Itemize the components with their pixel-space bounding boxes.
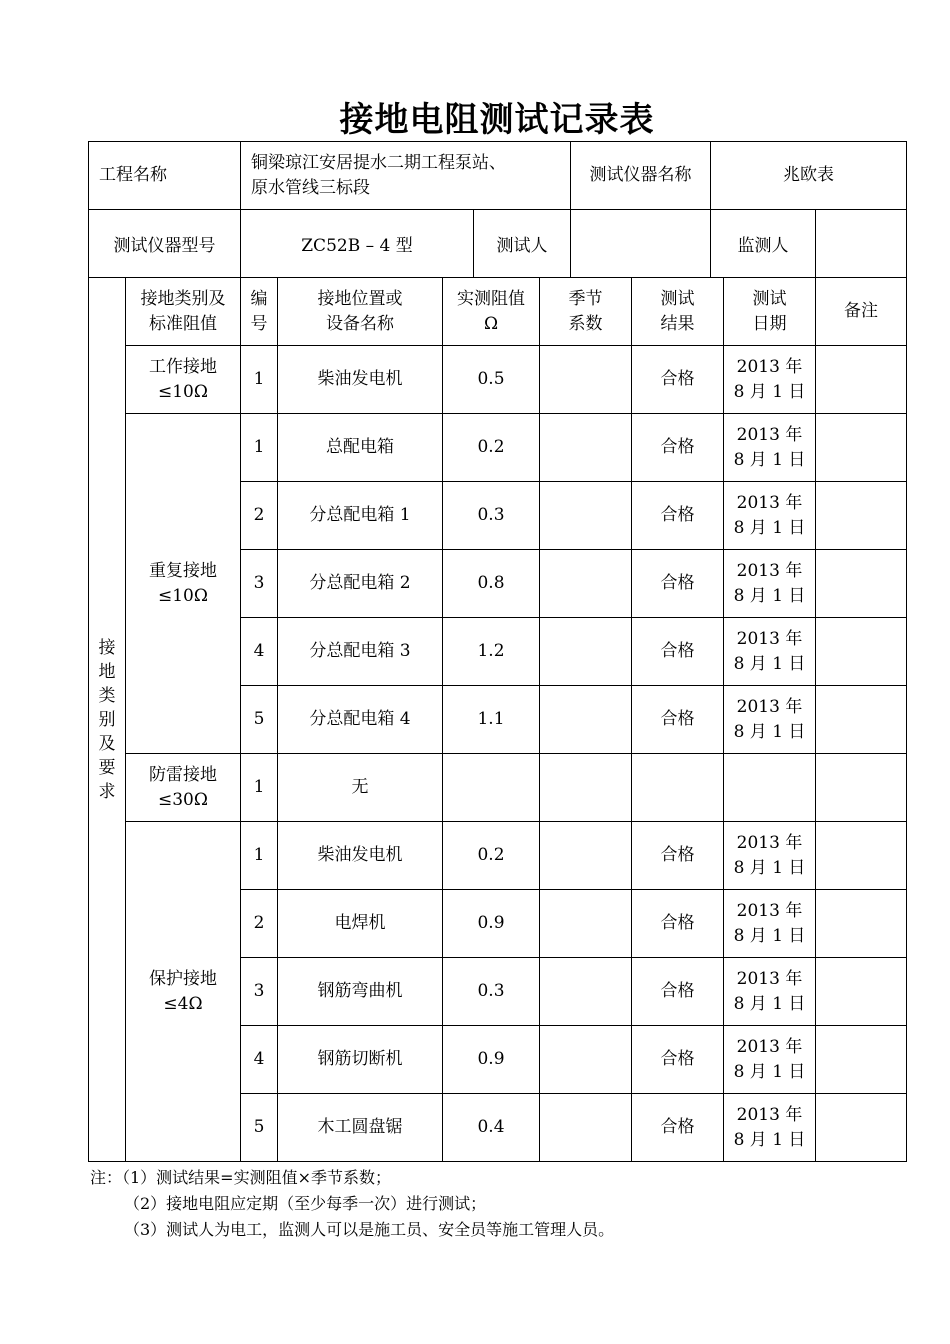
col-header-date <box>724 278 816 346</box>
row-date-line2: 8 月 1 日 <box>733 993 806 1014</box>
supervisor-value <box>816 210 907 278</box>
row-remark <box>816 618 907 686</box>
row-location: 总配电箱 <box>278 414 443 482</box>
col-header-no-line2: 号 <box>250 313 268 334</box>
category-cell <box>126 754 241 822</box>
row-result: 合格 <box>632 958 724 1026</box>
row-result: 合格 <box>632 414 724 482</box>
row-resistance: 0.2 <box>443 822 540 890</box>
row-season <box>540 346 632 414</box>
row-result: 合格 <box>632 618 724 686</box>
row-season <box>540 958 632 1026</box>
row-result: 合格 <box>632 1026 724 1094</box>
note-1: 注：（1）测试结果=实测阻值×季节系数； <box>90 1168 391 1187</box>
col-header-result <box>632 278 724 346</box>
row-remark <box>816 414 907 482</box>
col-header-category-line1: 接地类别及 <box>140 288 226 309</box>
category-limit: ≤30Ω <box>158 789 208 810</box>
row-result: 合格 <box>632 550 724 618</box>
row-date-line1: 2013 年 <box>736 900 803 921</box>
header-table-row1 <box>88 141 907 210</box>
row-no: 5 <box>241 1094 278 1162</box>
col-header-location-line2: 设备名称 <box>326 313 394 334</box>
row-date-line1: 2013 年 <box>736 560 803 581</box>
row-date-line1: 2013 年 <box>736 1104 803 1125</box>
row-remark <box>816 686 907 754</box>
row-date-line2: 8 月 1 日 <box>733 857 806 878</box>
category-name: 保护接地 <box>149 968 217 989</box>
row-resistance: 0.2 <box>443 414 540 482</box>
row-date <box>724 958 816 1026</box>
col-header-category <box>126 278 241 346</box>
row-no: 4 <box>241 1026 278 1094</box>
row-remark <box>816 822 907 890</box>
category-name: 重复接地 <box>149 560 217 581</box>
row-no: 2 <box>241 890 278 958</box>
table-row <box>89 754 907 822</box>
project-value-line2: 原水管线三标段 <box>251 177 370 198</box>
category-limit: ≤4Ω <box>163 993 203 1014</box>
row-no: 4 <box>241 618 278 686</box>
row-date-line2: 8 月 1 日 <box>733 449 806 470</box>
row-date <box>724 890 816 958</box>
row-date-line1: 2013 年 <box>736 424 803 445</box>
row-season <box>540 754 632 822</box>
row-remark <box>816 550 907 618</box>
instrument-name-value: 兆欧表 <box>711 142 907 210</box>
row-resistance: 0.9 <box>443 890 540 958</box>
row-remark <box>816 958 907 1026</box>
row-result: 合格 <box>632 1094 724 1162</box>
row-date-line2: 8 月 1 日 <box>733 1129 806 1150</box>
row-season <box>540 618 632 686</box>
side-label-char: 求 <box>98 781 116 802</box>
row-result: 合格 <box>632 686 724 754</box>
row-date-line1: 2013 年 <box>736 968 803 989</box>
row-date <box>724 1094 816 1162</box>
page-title: 接地电阻测试记录表 <box>339 100 655 140</box>
row-result: 合格 <box>632 822 724 890</box>
row-no: 1 <box>241 754 278 822</box>
row-date <box>724 686 816 754</box>
instrument-name-label: 测试仪器名称 <box>571 142 711 210</box>
grounding-test-table <box>88 277 907 1162</box>
table-row <box>89 414 907 482</box>
row-location: 分总配电箱 3 <box>278 618 443 686</box>
col-header-no <box>241 278 278 346</box>
row-resistance: 1.2 <box>443 618 540 686</box>
row-no: 1 <box>241 822 278 890</box>
category-cell <box>126 346 241 414</box>
row-no: 3 <box>241 550 278 618</box>
row-date <box>724 414 816 482</box>
category-cell <box>126 822 241 1162</box>
row-date <box>724 754 816 822</box>
row-location: 钢筋切断机 <box>278 1026 443 1094</box>
row-season <box>540 482 632 550</box>
side-label-char: 地 <box>98 661 116 682</box>
row-no: 2 <box>241 482 278 550</box>
col-header-resistance <box>443 278 540 346</box>
tester-value <box>571 210 711 278</box>
instrument-model-value: ZC52B – 4 型 <box>241 210 474 278</box>
row-season <box>540 1026 632 1094</box>
col-header-resistance-line2: Ω <box>483 313 499 334</box>
col-header-season-line2: 系数 <box>568 313 603 334</box>
col-header-resistance-line1: 实测阻值 <box>457 288 525 309</box>
row-location: 无 <box>278 754 443 822</box>
row-season <box>540 822 632 890</box>
row-date <box>724 618 816 686</box>
notes <box>90 1165 614 1243</box>
row-result: 合格 <box>632 482 724 550</box>
row-date-line1: 2013 年 <box>736 696 803 717</box>
row-remark <box>816 346 907 414</box>
row-date-line2: 8 月 1 日 <box>733 585 806 606</box>
col-header-location <box>278 278 443 346</box>
row-season <box>540 686 632 754</box>
row-date-line2: 8 月 1 日 <box>733 1061 806 1082</box>
row-season <box>540 414 632 482</box>
supervisor-label: 监测人 <box>711 210 816 278</box>
row-no: 1 <box>241 346 278 414</box>
category-cell <box>126 414 241 754</box>
project-label: 工程名称 <box>89 142 241 210</box>
row-resistance: 0.3 <box>443 482 540 550</box>
row-location: 木工圆盘锯 <box>278 1094 443 1162</box>
row-location: 分总配电箱 1 <box>278 482 443 550</box>
row-resistance: 0.3 <box>443 958 540 1026</box>
row-result: 合格 <box>632 346 724 414</box>
row-location: 电焊机 <box>278 890 443 958</box>
row-resistance: 0.5 <box>443 346 540 414</box>
col-header-result-line2: 结果 <box>660 313 695 334</box>
row-date-line2: 8 月 1 日 <box>733 653 806 674</box>
category-limit: ≤10Ω <box>158 381 208 402</box>
row-date-line1: 2013 年 <box>736 832 803 853</box>
col-header-location-line1: 接地位置或 <box>317 288 403 309</box>
side-label-char: 接 <box>98 637 116 658</box>
row-no: 1 <box>241 414 278 482</box>
category-name: 工作接地 <box>149 356 217 377</box>
row-season <box>540 550 632 618</box>
row-date-line2: 8 月 1 日 <box>733 721 806 742</box>
row-date-line2: 8 月 1 日 <box>733 517 806 538</box>
row-no: 5 <box>241 686 278 754</box>
note-2: （2）接地电阻应定期（至少每季一次）进行测试； <box>124 1194 487 1213</box>
row-season <box>540 1094 632 1162</box>
table-row <box>89 822 907 890</box>
col-header-season <box>540 278 632 346</box>
row-result: 合格 <box>632 890 724 958</box>
row-location: 分总配电箱 2 <box>278 550 443 618</box>
side-label-char: 及 <box>98 733 116 754</box>
table-row <box>89 346 907 414</box>
row-date-line1: 2013 年 <box>736 628 803 649</box>
col-header-category-line2: 标准阻值 <box>149 313 217 334</box>
side-label-char: 别 <box>98 709 116 730</box>
row-location: 分总配电箱 4 <box>278 686 443 754</box>
project-value-line1: 铜梁琼江安居提水二期工程泵站、 <box>251 152 506 173</box>
header-table-row2 <box>88 209 907 278</box>
row-date-line1: 2013 年 <box>736 492 803 513</box>
col-header-no-line1: 编 <box>250 288 268 309</box>
side-label-char: 要 <box>98 757 116 778</box>
side-label-char: 类 <box>98 685 116 706</box>
row-date <box>724 822 816 890</box>
row-date <box>724 1026 816 1094</box>
category-name: 防雷接地 <box>149 764 217 785</box>
row-location: 柴油发电机 <box>278 346 443 414</box>
col-header-date-line1: 测试 <box>752 288 787 309</box>
row-date-line2: 8 月 1 日 <box>733 381 806 402</box>
row-date-line1: 2013 年 <box>736 1036 803 1057</box>
project-value <box>241 142 571 210</box>
instrument-model-label: 测试仪器型号 <box>89 210 241 278</box>
side-label <box>89 278 126 1162</box>
row-remark <box>816 890 907 958</box>
tester-label: 测试人 <box>474 210 571 278</box>
row-location: 柴油发电机 <box>278 822 443 890</box>
row-location: 钢筋弯曲机 <box>278 958 443 1026</box>
row-resistance <box>443 754 540 822</box>
row-resistance: 1.1 <box>443 686 540 754</box>
row-date-line2: 8 月 1 日 <box>733 925 806 946</box>
col-header-season-line1: 季节 <box>568 288 603 309</box>
column-header-row <box>89 278 907 346</box>
row-date <box>724 482 816 550</box>
row-no: 3 <box>241 958 278 1026</box>
row-remark <box>816 754 907 822</box>
row-date <box>724 346 816 414</box>
row-remark <box>816 1094 907 1162</box>
col-header-date-line2: 日期 <box>752 313 787 334</box>
note-3: （3）测试人为电工，监测人可以是施工员、安全员等施工管理人员。 <box>124 1220 615 1239</box>
row-remark <box>816 1026 907 1094</box>
row-result <box>632 754 724 822</box>
row-remark <box>816 482 907 550</box>
col-header-remark: 备注 <box>816 278 907 346</box>
row-resistance: 0.9 <box>443 1026 540 1094</box>
col-header-result-line1: 测试 <box>660 288 695 309</box>
row-date <box>724 550 816 618</box>
row-date-line1: 2013 年 <box>736 356 803 377</box>
row-season <box>540 890 632 958</box>
row-resistance: 0.8 <box>443 550 540 618</box>
category-limit: ≤10Ω <box>158 585 208 606</box>
row-resistance: 0.4 <box>443 1094 540 1162</box>
